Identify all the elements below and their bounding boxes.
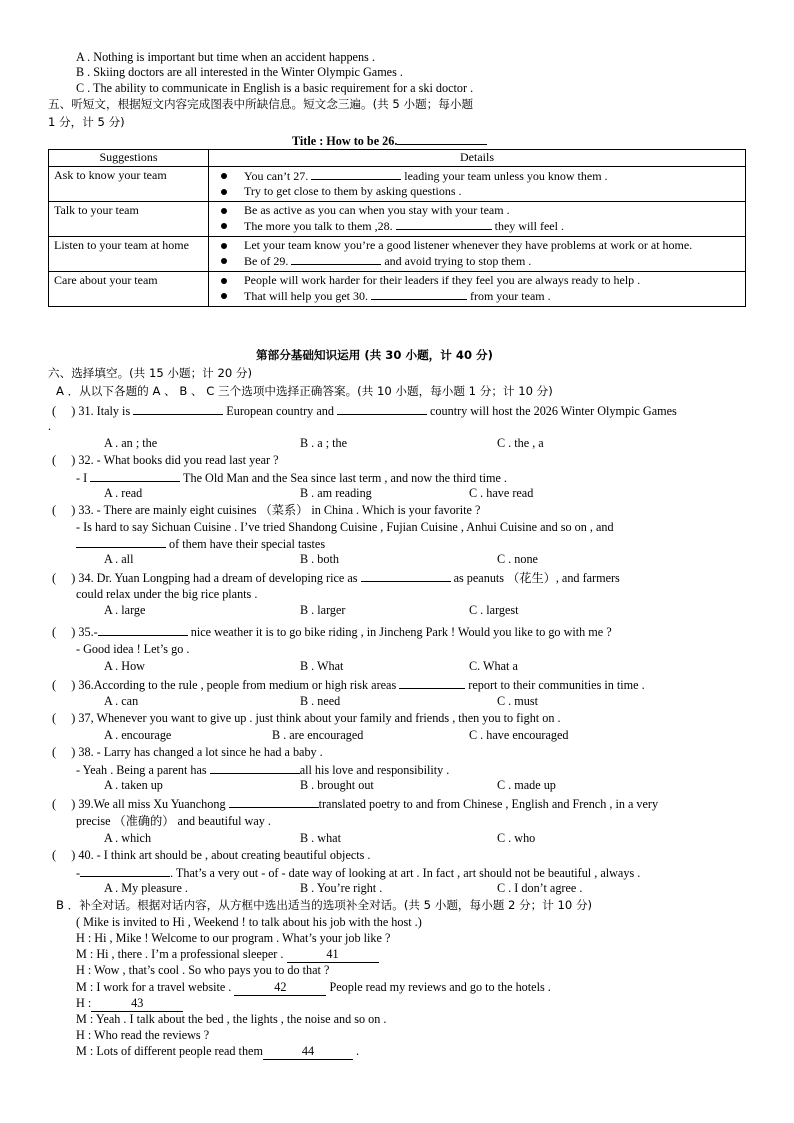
question-31-end: . xyxy=(48,419,52,433)
q36-option-a: A . can xyxy=(104,694,139,708)
dialogue-line: H : Wow , that’s cool . So who pays you to do that ? xyxy=(76,963,330,977)
question-33: ( ) 33. - There are mainly eight cuisines （菜系） in China . Which is your favorite ? xyxy=(52,503,481,517)
dialogue-line: H : Who read the reviews ? xyxy=(76,1028,210,1042)
dialogue-intro: ( Mike is invited to Hi , Weekend ! to talk about his job with the host .) xyxy=(76,915,422,929)
q33-option-c: C . none xyxy=(497,552,538,566)
detail-item: The more you talk to them ,28. they will feel . xyxy=(214,218,740,235)
q34-option-b: B . larger xyxy=(300,603,346,617)
q40-option-a: A . My pleasure . xyxy=(104,881,188,895)
q34-option-c: C . largest xyxy=(469,603,519,617)
question-32: ( ) 32. - What books did you read last year ? xyxy=(52,453,279,467)
q33-option-b: B . both xyxy=(300,552,339,566)
q39-option-a: A . which xyxy=(104,831,152,845)
q38-option-b: B . brought out xyxy=(300,778,374,792)
q37-option-c: C . have encouraged xyxy=(469,728,569,742)
q39-option-c: C . who xyxy=(497,831,536,845)
q35-option-c: C. What a xyxy=(469,659,518,673)
sub-b-heading: B ．补全对话。根据对话内容，从方框中选出适当的选项补全对话。(共 5 小题，每小题 2 分；计 10 分) xyxy=(56,898,593,912)
dialogue-line: M : Lots of different people read them 44 . xyxy=(76,1044,360,1058)
q35-option-b: B . What xyxy=(300,659,344,673)
question-35-line2: - Good idea ! Let’s go . xyxy=(76,642,190,656)
question-37: ( ) 37, Whenever you want to give up . just think about your family and friends , then you to fight on . xyxy=(52,711,561,725)
q40-option-b: B . You’re right . xyxy=(300,881,383,895)
q38-option-a: A . taken up xyxy=(104,778,163,792)
q38-option-c: C . made up xyxy=(497,778,556,792)
col-details: Details xyxy=(209,150,746,167)
q36-option-b: B . need xyxy=(300,694,341,708)
question-34: ( ) 34. Dr. Yuan Longping had a dream of developing rice as as peanuts （花生）, and farmers xyxy=(52,571,620,585)
question-39-line2: precise （准确的） and beautiful way . xyxy=(76,814,271,828)
question-31: ( ) 31. Italy is European country and country will host the 2026 Winter Olympic Games xyxy=(52,404,677,418)
dialogue-line: H : 43 xyxy=(76,996,183,1012)
question-34-line2: could relax under the big rice plants . xyxy=(76,587,258,601)
section6-sub-a: A ．从以下各题的 A 、 B 、 C 三个选项中选择正确答案。(共 10 小题，每小题 1 分；计 10 分) xyxy=(56,384,553,398)
q36-option-c: C . must xyxy=(497,694,538,708)
detail-item: Be of 29. and avoid trying to stop them . xyxy=(214,253,740,270)
row-label: Listen to your team at home xyxy=(49,236,209,271)
q37-option-b: B . are encouraged xyxy=(272,728,364,742)
q35-option-a: A . How xyxy=(104,659,145,673)
question-40-line2: - . That’s a very out - of - date way of looking at art . In fact , art should not be beautiful , always . xyxy=(76,866,641,880)
detail-item: That will help you get 30. from your team . xyxy=(214,288,740,305)
q31-option-b: B . a ; the xyxy=(300,436,348,450)
table-row xyxy=(49,166,746,201)
col-suggestions: Suggestions xyxy=(49,150,209,167)
detail-item: You can’t 27. leading your team unless you know them . xyxy=(214,168,740,185)
option-b: B . Skiing doctors are all interested in the Winter Olympic Games . xyxy=(76,65,403,79)
question-32-line2: - I The Old Man and the Sea since last term , and now the third time . xyxy=(76,471,507,485)
section5-heading: 五、听短文，根据短文内容完成图表中所缺信息。短文念三遍。(共 5 小题；每小题 xyxy=(48,97,474,111)
option-c: C . The ability to communicate in English is a basic requirement for a ski doctor . xyxy=(76,81,474,95)
detail-item: Let your team know you’re a good listener whenever they have problems at work or at home. xyxy=(214,238,740,254)
question-38: ( ) 38. - Larry has changed a lot since he had a baby . xyxy=(52,745,323,759)
table-title: Title : How to be 26. xyxy=(292,133,487,149)
listening-table xyxy=(48,149,746,307)
section5-heading-cont: 1 分，计 5 分) xyxy=(48,115,125,129)
q37-option-a: A . encourage xyxy=(104,728,172,742)
q32-option-c: C . have read xyxy=(469,486,534,500)
row-label: Ask to know your team xyxy=(49,166,209,201)
dialogue-line: M : Yeah . I talk about the bed , the lights , the noise and so on . xyxy=(76,1012,387,1026)
question-33-line2: - Is hard to say Sichuan Cuisine . I’ve tried Shandong Cuisine , Fujian Cuisine , Anhui Cuisine and so on , and xyxy=(76,520,614,534)
option-a: A . Nothing is important but time when an accident happens . xyxy=(76,50,375,64)
q39-option-b: B . what xyxy=(300,831,341,845)
question-33-line3: of them have their special tastes xyxy=(76,536,325,552)
table-row xyxy=(49,271,746,306)
dialogue-line: H : Hi , Mike ! Welcome to our program . What’s your job like ? xyxy=(76,931,391,945)
q34-option-a: A . large xyxy=(104,603,146,617)
table-row xyxy=(49,201,746,236)
dialogue-line: M : I work for a travel website . 42 People read my reviews and go to the hotels . xyxy=(76,980,551,994)
row-label: Talk to your team xyxy=(49,201,209,236)
dialogue-line: M : Hi , there . I’m a professional sleeper . 41 xyxy=(76,947,379,963)
detail-item: Be as active as you can when you stay with your team . xyxy=(214,203,740,219)
question-40: ( ) 40. - I think art should be , about creating beautiful objects . xyxy=(52,848,371,862)
question-35: ( ) 35.- nice weather it is to go bike riding , in Jincheng Park ! Would you like to go with me ? xyxy=(52,625,612,639)
q31-option-a: A . an ; the xyxy=(104,436,158,450)
question-38-line2: - Yeah . Being a parent has all his love and responsibility . xyxy=(76,763,450,777)
part-title: 第部分基础知识运用 (共 30 小题，计 40 分) xyxy=(256,348,493,362)
table-row xyxy=(49,236,746,271)
q31-option-c: C . the , a xyxy=(497,436,544,450)
row-label: Care about your team xyxy=(49,271,209,306)
section6-heading: 六、选择填空。(共 15 小题；计 20 分) xyxy=(48,366,253,380)
q40-option-c: C . I don’t agree . xyxy=(497,881,583,895)
q32-option-b: B . am reading xyxy=(300,486,372,500)
q32-option-a: A . read xyxy=(104,486,143,500)
question-36: ( ) 36.According to the rule , people from medium or high risk areas report to their communities in time . xyxy=(52,678,645,692)
detail-item: People will work harder for their leaders if they feel you are always ready to help . xyxy=(214,273,740,289)
question-39: ( ) 39.We all miss Xu Yuanchong translated poetry to and from Chinese , English and French , in a very xyxy=(52,797,659,811)
detail-item: Try to get close to them by asking questions . xyxy=(214,184,740,200)
q33-option-a: A . all xyxy=(104,552,134,566)
